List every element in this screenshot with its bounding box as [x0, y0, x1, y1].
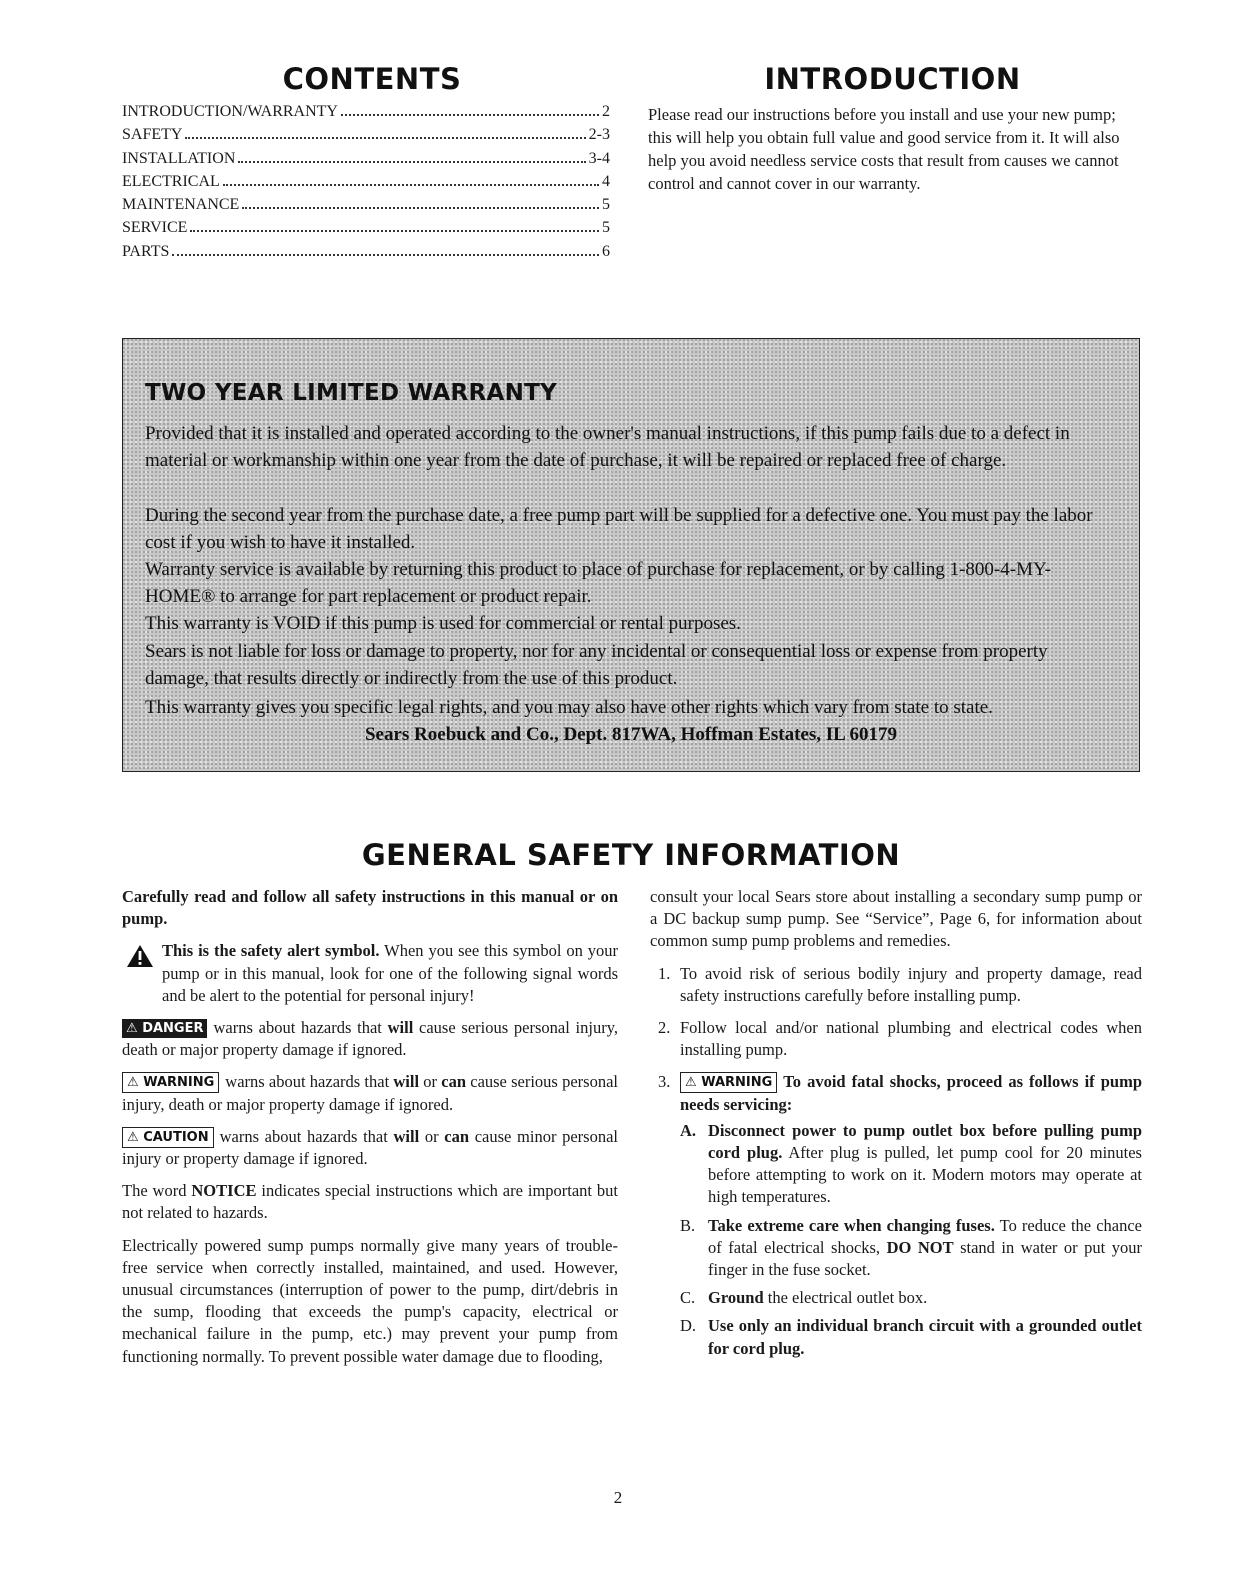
- toc-leader: [238, 160, 585, 163]
- toc-label: INTRODUCTION/WARRANTY: [122, 103, 338, 120]
- warranty-heading: TWO YEAR LIMITED WARRANTY: [145, 380, 558, 406]
- list-item: 3. ⚠ WARNING To avoid fatal shocks, proceed as follows if pump needs servicing: A. Disconnect power to pump outlet box before pulling pump cord plug. After plug is pulled, let pump cool for 20 minutes before attempting to work on it. Modern motors may operate at high temperatures. B. Take extreme care when changing fuses. To reduce the chance of fatal electrical shocks, DO NOT stand in water or put your finger in the fuse socket. C. Ground the electrical outlet box. D. Use only an individual branch circuit with a grounded outlet for cord plug.: [650, 1071, 1142, 1359]
- continued-paragraph: consult your local Sears store about installing a secondary sump pump or a DC backup sump pump. See “Service”, Page 6, for information about common sump pump problems and remedies.: [650, 887, 1142, 951]
- toc-label: MAINTENANCE: [122, 196, 240, 214]
- sub-item: A. Disconnect power to pump outlet box before pulling pump cord plug. After plug is pulled, let pump cool for 20 minutes before attempting to work on it. Modern motors may operate at high temperatures.: [680, 1120, 1142, 1207]
- toc-row[interactable]: [122, 219, 610, 242]
- alert-symbol-paragraph: [122, 940, 618, 1007]
- danger-badge: ⚠ DANGER: [122, 1019, 207, 1038]
- safety-heading: GENERAL SAFETY INFORMATION: [361, 838, 901, 872]
- sub-item: B. Take extreme care when changing fuses. To reduce the chance of fatal electrical shocks, DO NOT stand in water or put your finger in the fuse socket.: [680, 1215, 1143, 1280]
- safety-left-column: [122, 886, 618, 1378]
- toc-leader: [172, 253, 599, 256]
- toc-row[interactable]: [122, 126, 610, 149]
- toc-row[interactable]: [122, 196, 610, 219]
- sub-item: C. Ground the electrical outlet box.: [680, 1288, 928, 1308]
- electrical-paragraph: Electrically powered sump pumps normally give many years of trouble-free service when correctly installed, maintained, and used. However, unusual circumstances (interruption of power to the pump, dirt/debris in the sump, flooding that exceeds the pump's capacity, electrical or mechanical failure in the pump, etc.) may prevent your pump from functioning normally. To prevent possible water damage due to flooding,: [122, 1235, 618, 1366]
- list-item: 1. To avoid risk of serious bodily injury and property damage, read safety instructions carefully before installing pump.: [658, 963, 1142, 1005]
- toc-page: 2: [602, 103, 610, 120]
- danger-paragraph: ⚠ DANGER warns about hazards that will cause serious personal injury, death or major property damage if ignored.: [122, 1018, 618, 1060]
- toc-label: PARTS: [122, 242, 170, 260]
- warning-badge: ⚠ WARNING: [680, 1072, 777, 1093]
- safety-list: [650, 963, 1142, 1360]
- toc-label: SAFETY: [122, 126, 183, 144]
- warranty-signature: Sears Roebuck and Co., Dept. 817WA, Hoffman Estates, IL 60179: [364, 724, 898, 745]
- toc-leader: [185, 136, 585, 139]
- toc-page: 4: [602, 172, 610, 190]
- warranty-paragraph: This warranty is VOID if this pump is used for commercial or rental purposes.: [145, 613, 741, 634]
- safety-intro: Carefully read and follow all safety instructions in this manual or on pump.: [122, 887, 618, 929]
- alert-text: When you see this symbol on your pump or in this manual, look for one of the following signal words and be alert to the potential for personal injury!: [162, 941, 618, 1005]
- introduction-text: Please read our instructions before you install and use your new pump; this will help you obtain full value and good service from it. It will also help you avoid needless service costs that result from causes we cannot control and cannot cover in our warranty.: [648, 105, 1120, 193]
- toc-row[interactable]: [122, 150, 610, 173]
- warning-paragraph: ⚠ WARNING warns about hazards that will or can cause serious personal injury, death or major property damage if ignored.: [122, 1072, 618, 1114]
- toc-page: 5: [602, 196, 610, 214]
- toc-leader: [190, 229, 599, 232]
- alert-bold: This is the safety alert symbol.: [162, 941, 380, 961]
- warranty-paragraph: Warranty service is available by returning this product to place of purchase for replacement, or by calling 1-800-4-MY-HOME® to arrange for part replacement or product repair.: [145, 559, 1051, 607]
- toc-row[interactable]: [122, 243, 610, 266]
- toc-row[interactable]: [122, 173, 610, 196]
- list-item: 2. Follow local and/or national plumbing and electrical codes when installing pump.: [658, 1018, 1142, 1060]
- warning-badge: ⚠ WARNING: [122, 1072, 219, 1093]
- warranty-paragraph: This warranty gives you specific legal rights, and you may also have other rights which vary from state to state.: [145, 697, 993, 718]
- page-number: 2: [613, 1488, 623, 1507]
- toc-row[interactable]: [122, 103, 610, 126]
- warranty-paragraph: Sears is not liable for loss or damage to property, nor for any incidental or consequential loss or expense from property damage, that results directly or indirectly from the use of this product.: [145, 641, 1048, 689]
- safety-right-column: [650, 886, 1142, 1370]
- caution-paragraph: ⚠ CAUTION warns about hazards that will or can cause minor personal injury or property damage if ignored.: [122, 1126, 619, 1169]
- table-of-contents: [122, 103, 610, 266]
- notice-paragraph: The word NOTICE indicates special instructions which are important but not related to hazards.: [122, 1181, 618, 1223]
- toc-page: 2-3: [588, 126, 610, 144]
- toc-label: SERVICE: [122, 219, 188, 237]
- caution-badge: ⚠ CAUTION: [122, 1127, 214, 1148]
- warranty-paragraph: During the second year from the purchase date, a free pump part will be supplied for a defective one. You must pay the labor cost if you wish to have it installed.: [145, 505, 1093, 553]
- toc-leader: [242, 206, 599, 209]
- toc-page: 3-4: [588, 149, 610, 167]
- introduction-heading: INTRODUCTION: [764, 62, 1021, 96]
- toc-leader: [223, 183, 599, 186]
- sub-item: D. Use only an individual branch circuit with a grounded outlet for cord plug.: [680, 1316, 1142, 1358]
- alert-triangle-icon: [126, 944, 154, 974]
- toc-label: ELECTRICAL: [122, 172, 220, 190]
- toc-leader: [341, 113, 599, 116]
- toc-page: 6: [602, 242, 610, 260]
- contents-heading: CONTENTS: [282, 62, 462, 96]
- toc-label: INSTALLATION: [122, 149, 236, 167]
- toc-page: 5: [602, 219, 610, 237]
- warranty-paragraph: Provided that it is installed and operated according to the owner's manual instructions, if this pump fails due to a defect in material or workmanship within one year from the date of purchase, it will be repaired or replaced free of charge.: [145, 423, 1070, 471]
